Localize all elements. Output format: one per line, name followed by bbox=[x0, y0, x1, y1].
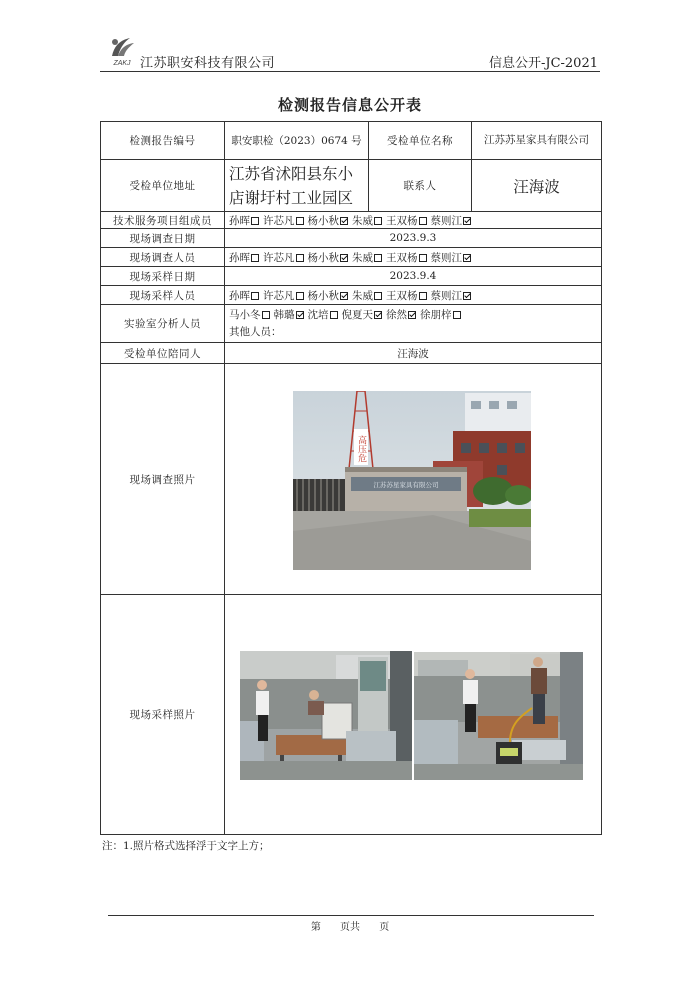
staff-name: 孙晖 bbox=[229, 214, 250, 227]
page-footer bbox=[100, 918, 600, 933]
survey-date-label: 现场调查日期 bbox=[101, 229, 225, 248]
checkbox-icon bbox=[330, 311, 338, 319]
lab-staff-list bbox=[229, 307, 597, 324]
workshop-sampling-image-2 bbox=[414, 652, 583, 780]
checked-box-icon bbox=[296, 311, 304, 319]
staff-name: 孙晖 bbox=[229, 289, 250, 302]
checkbox-icon bbox=[419, 254, 427, 262]
checkbox-icon bbox=[419, 217, 427, 225]
staff-name: 王双杨 bbox=[386, 289, 418, 302]
staff-name: 徐朋梓 bbox=[420, 308, 452, 321]
survey-photo-label: 现场调查照片 bbox=[101, 364, 225, 595]
staff-name: 徐然 bbox=[386, 308, 407, 321]
checkbox-icon bbox=[374, 217, 382, 225]
checked-box-icon bbox=[463, 292, 471, 300]
staff-name: 倪夏天 bbox=[341, 308, 373, 321]
document-id: 信息公开-JC-2021 bbox=[488, 56, 598, 71]
staff-name: 沈培 bbox=[307, 308, 329, 321]
staff-name: 杨小秋 bbox=[307, 289, 339, 302]
checkbox-icon bbox=[251, 292, 259, 300]
escort-value: 汪海波 bbox=[225, 343, 602, 364]
surveyors-list bbox=[225, 248, 602, 267]
escort-label: 受检单位陪同人 bbox=[101, 343, 225, 364]
sampling-date-label: 现场采样日期 bbox=[101, 267, 225, 286]
survey-photo bbox=[293, 391, 531, 570]
company-logo-icon bbox=[104, 32, 140, 68]
staff-name: 王双杨 bbox=[386, 251, 418, 264]
staff-name: 蔡则江 bbox=[430, 289, 462, 302]
report-no-label: 检测报告编号 bbox=[101, 122, 225, 160]
report-no-value: 职安职检（2023）0674 号 bbox=[225, 122, 369, 160]
staff-name: 许芯凡 bbox=[263, 214, 295, 227]
footer-page: 第 bbox=[310, 922, 321, 933]
company-name: 江苏职安科技有限公司 bbox=[140, 56, 276, 71]
page-header bbox=[100, 30, 600, 72]
team-members bbox=[225, 212, 602, 229]
checkbox-icon bbox=[296, 292, 304, 300]
surveyors-label: 现场调查人员 bbox=[101, 248, 225, 267]
gate-sign-text: 江苏苏星家具有限公司 bbox=[373, 481, 439, 489]
footer-page-end: 页 bbox=[379, 922, 390, 933]
staff-name: 马小冬 bbox=[229, 308, 261, 321]
client-value: 江苏苏星家具有限公司 bbox=[472, 122, 602, 160]
footer-rule bbox=[108, 915, 594, 916]
page-title: 检测报告信息公开表 bbox=[277, 96, 422, 114]
samplers-label: 现场采样人员 bbox=[101, 286, 225, 305]
contact-value: 汪海波 bbox=[472, 160, 602, 212]
sampling-photo-left bbox=[240, 651, 412, 780]
staff-name: 杨小秋 bbox=[307, 251, 339, 264]
lab-other-label: 其他人员： bbox=[229, 325, 282, 338]
survey-date-value: 2023.9.3 bbox=[225, 229, 602, 248]
staff-name: 朱威 bbox=[352, 289, 373, 302]
checkbox-icon bbox=[251, 217, 259, 225]
sampling-photo-right bbox=[414, 652, 583, 780]
checkbox-icon bbox=[419, 292, 427, 300]
checked-box-icon bbox=[374, 311, 382, 319]
staff-name: 许芯凡 bbox=[263, 251, 295, 264]
sampling-date-value: 2023.9.4 bbox=[225, 267, 602, 286]
checkbox-icon bbox=[374, 254, 382, 262]
staff-name: 许芯凡 bbox=[263, 289, 295, 302]
checkbox-icon bbox=[374, 292, 382, 300]
staff-name: 韩璐 bbox=[273, 308, 295, 321]
checked-box-icon bbox=[463, 254, 471, 262]
staff-name: 朱威 bbox=[352, 214, 373, 227]
samplers-list bbox=[225, 286, 602, 305]
footer-page-total: 页共 bbox=[340, 922, 360, 933]
address-value: 江苏省沭阳县东小店谢圩村工业园区 bbox=[225, 160, 369, 212]
team-label: 技术服务项目组成员 bbox=[101, 212, 225, 229]
checkbox-icon bbox=[251, 254, 259, 262]
staff-name: 王双杨 bbox=[386, 214, 418, 227]
lab-label: 实验室分析人员 bbox=[101, 305, 225, 343]
address-label: 受检单位地址 bbox=[101, 160, 225, 212]
checkbox-icon bbox=[453, 311, 461, 319]
checkbox-icon bbox=[296, 217, 304, 225]
footnote: 注：1.照片格式选择浮于文字上方； bbox=[102, 840, 270, 852]
checked-box-icon bbox=[463, 217, 471, 225]
checked-box-icon bbox=[340, 217, 348, 225]
checked-box-icon bbox=[340, 254, 348, 262]
workshop-sampling-image-1 bbox=[240, 651, 412, 780]
staff-name: 孙晖 bbox=[229, 251, 250, 264]
checkbox-icon bbox=[296, 254, 304, 262]
header-rule bbox=[100, 71, 600, 72]
logo-text: ZAKJ bbox=[113, 60, 131, 67]
staff-name: 蔡则江 bbox=[430, 251, 462, 264]
lab-staff-cell bbox=[225, 305, 602, 343]
staff-name: 朱威 bbox=[352, 251, 373, 264]
sampling-photo-label: 现场采样照片 bbox=[101, 595, 225, 835]
checkbox-icon bbox=[262, 311, 270, 319]
contact-label: 联系人 bbox=[369, 160, 472, 212]
staff-name: 杨小秋 bbox=[307, 214, 339, 227]
client-label: 受检单位名称 bbox=[369, 122, 472, 160]
checked-box-icon bbox=[340, 292, 348, 300]
factory-gate-image bbox=[293, 391, 531, 570]
checked-box-icon bbox=[408, 311, 416, 319]
staff-name: 蔡则江 bbox=[430, 214, 462, 227]
tower-sign: 高压危 bbox=[356, 435, 366, 463]
